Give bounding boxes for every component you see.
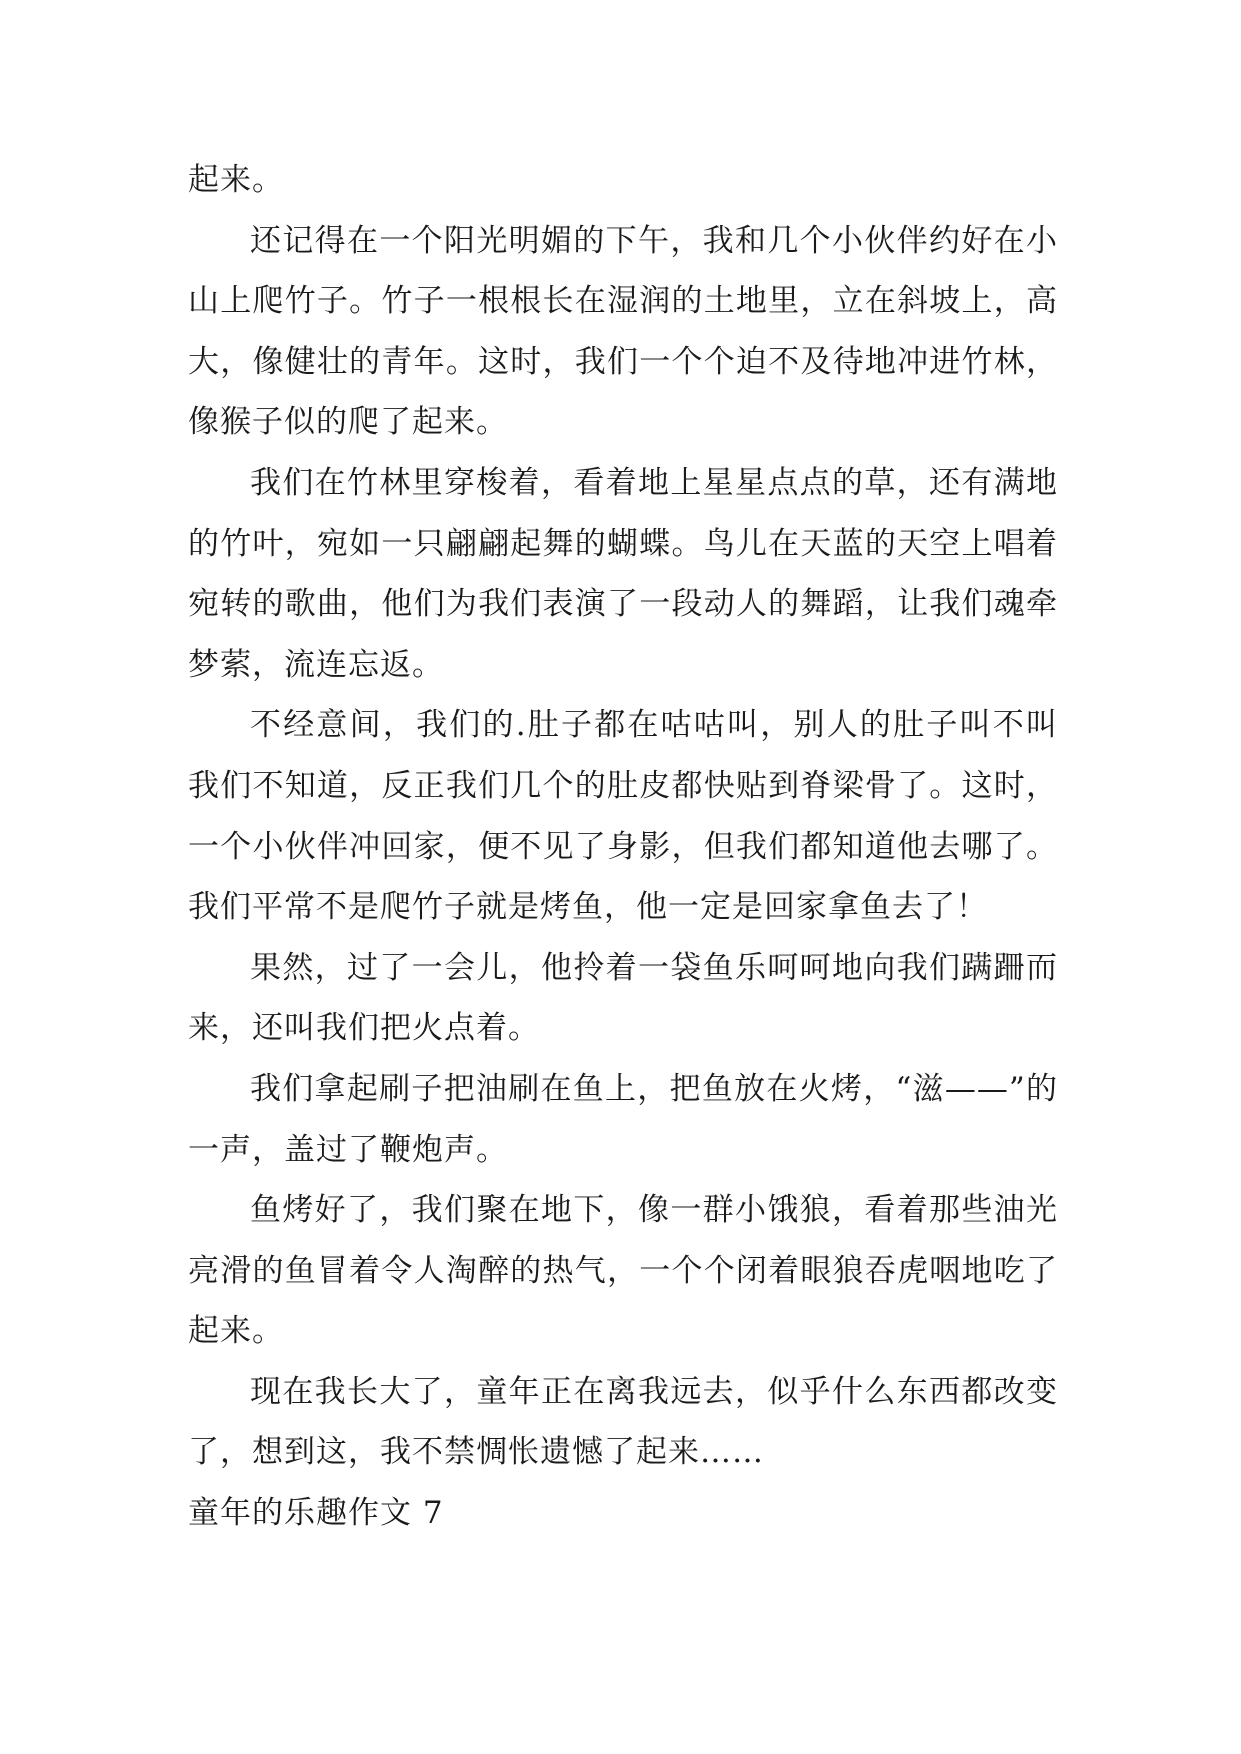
document-body — [188, 150, 1058, 1544]
paragraph: 现在我长大了，童年正在离我远去，似乎什么东西都改变了，想到这，我不禁惆怅遗憾了起来…… — [188, 1373, 1058, 1471]
paragraph: 起来。 — [188, 162, 284, 198]
section-heading: 童年的乐趣作文 7 — [188, 1495, 444, 1532]
paragraph: 果然，过了一会儿，他拎着一袋鱼乐呵呵地向我们蹒跚而来，还叫我们把火点着。 — [188, 949, 1058, 1047]
paragraph: 不经意间，我们的.肚子都在咕咕叫，别人的肚子叫不叫我们不知道，反正我们几个的肚皮都快贴到脊梁骨了。这时，一个小伙伴冲回家，便不见了身影，但我们都知道他去哪了。我们平常不是爬竹子就是烤鱼，他一定是回家拿鱼去了！ — [188, 707, 1058, 926]
paragraph: 我们拿起刷子把油刷在鱼上，把鱼放在火烤，“滋——”的一声，盖过了鞭炮声。 — [188, 1070, 1058, 1168]
paragraph: 鱼烤好了，我们聚在地下，像一群小饿狼，看着那些油光亮滑的鱼冒着令人淘醉的热气，一个个闭着眼狼吞虎咽地吃了起来。 — [188, 1192, 1058, 1350]
paragraph: 还记得在一个阳光明媚的下午，我和几个小伙伴约好在小山上爬竹子。竹子一根根长在湿润的土地里，立在斜坡上，高大，像健壮的青年。这时，我们一个个迫不及待地冲进竹林，像猴子似的爬了起来。 — [188, 222, 1058, 441]
paragraph: 我们在竹林里穿梭着，看着地上星星点点的草，还有满地的竹叶，宛如一只翩翩起舞的蝴蝶。鸟儿在天蓝的天空上唱着宛转的歌曲，他们为我们表演了一段动人的舞蹈，让我们魂牵梦萦，流连忘返。 — [188, 464, 1058, 683]
